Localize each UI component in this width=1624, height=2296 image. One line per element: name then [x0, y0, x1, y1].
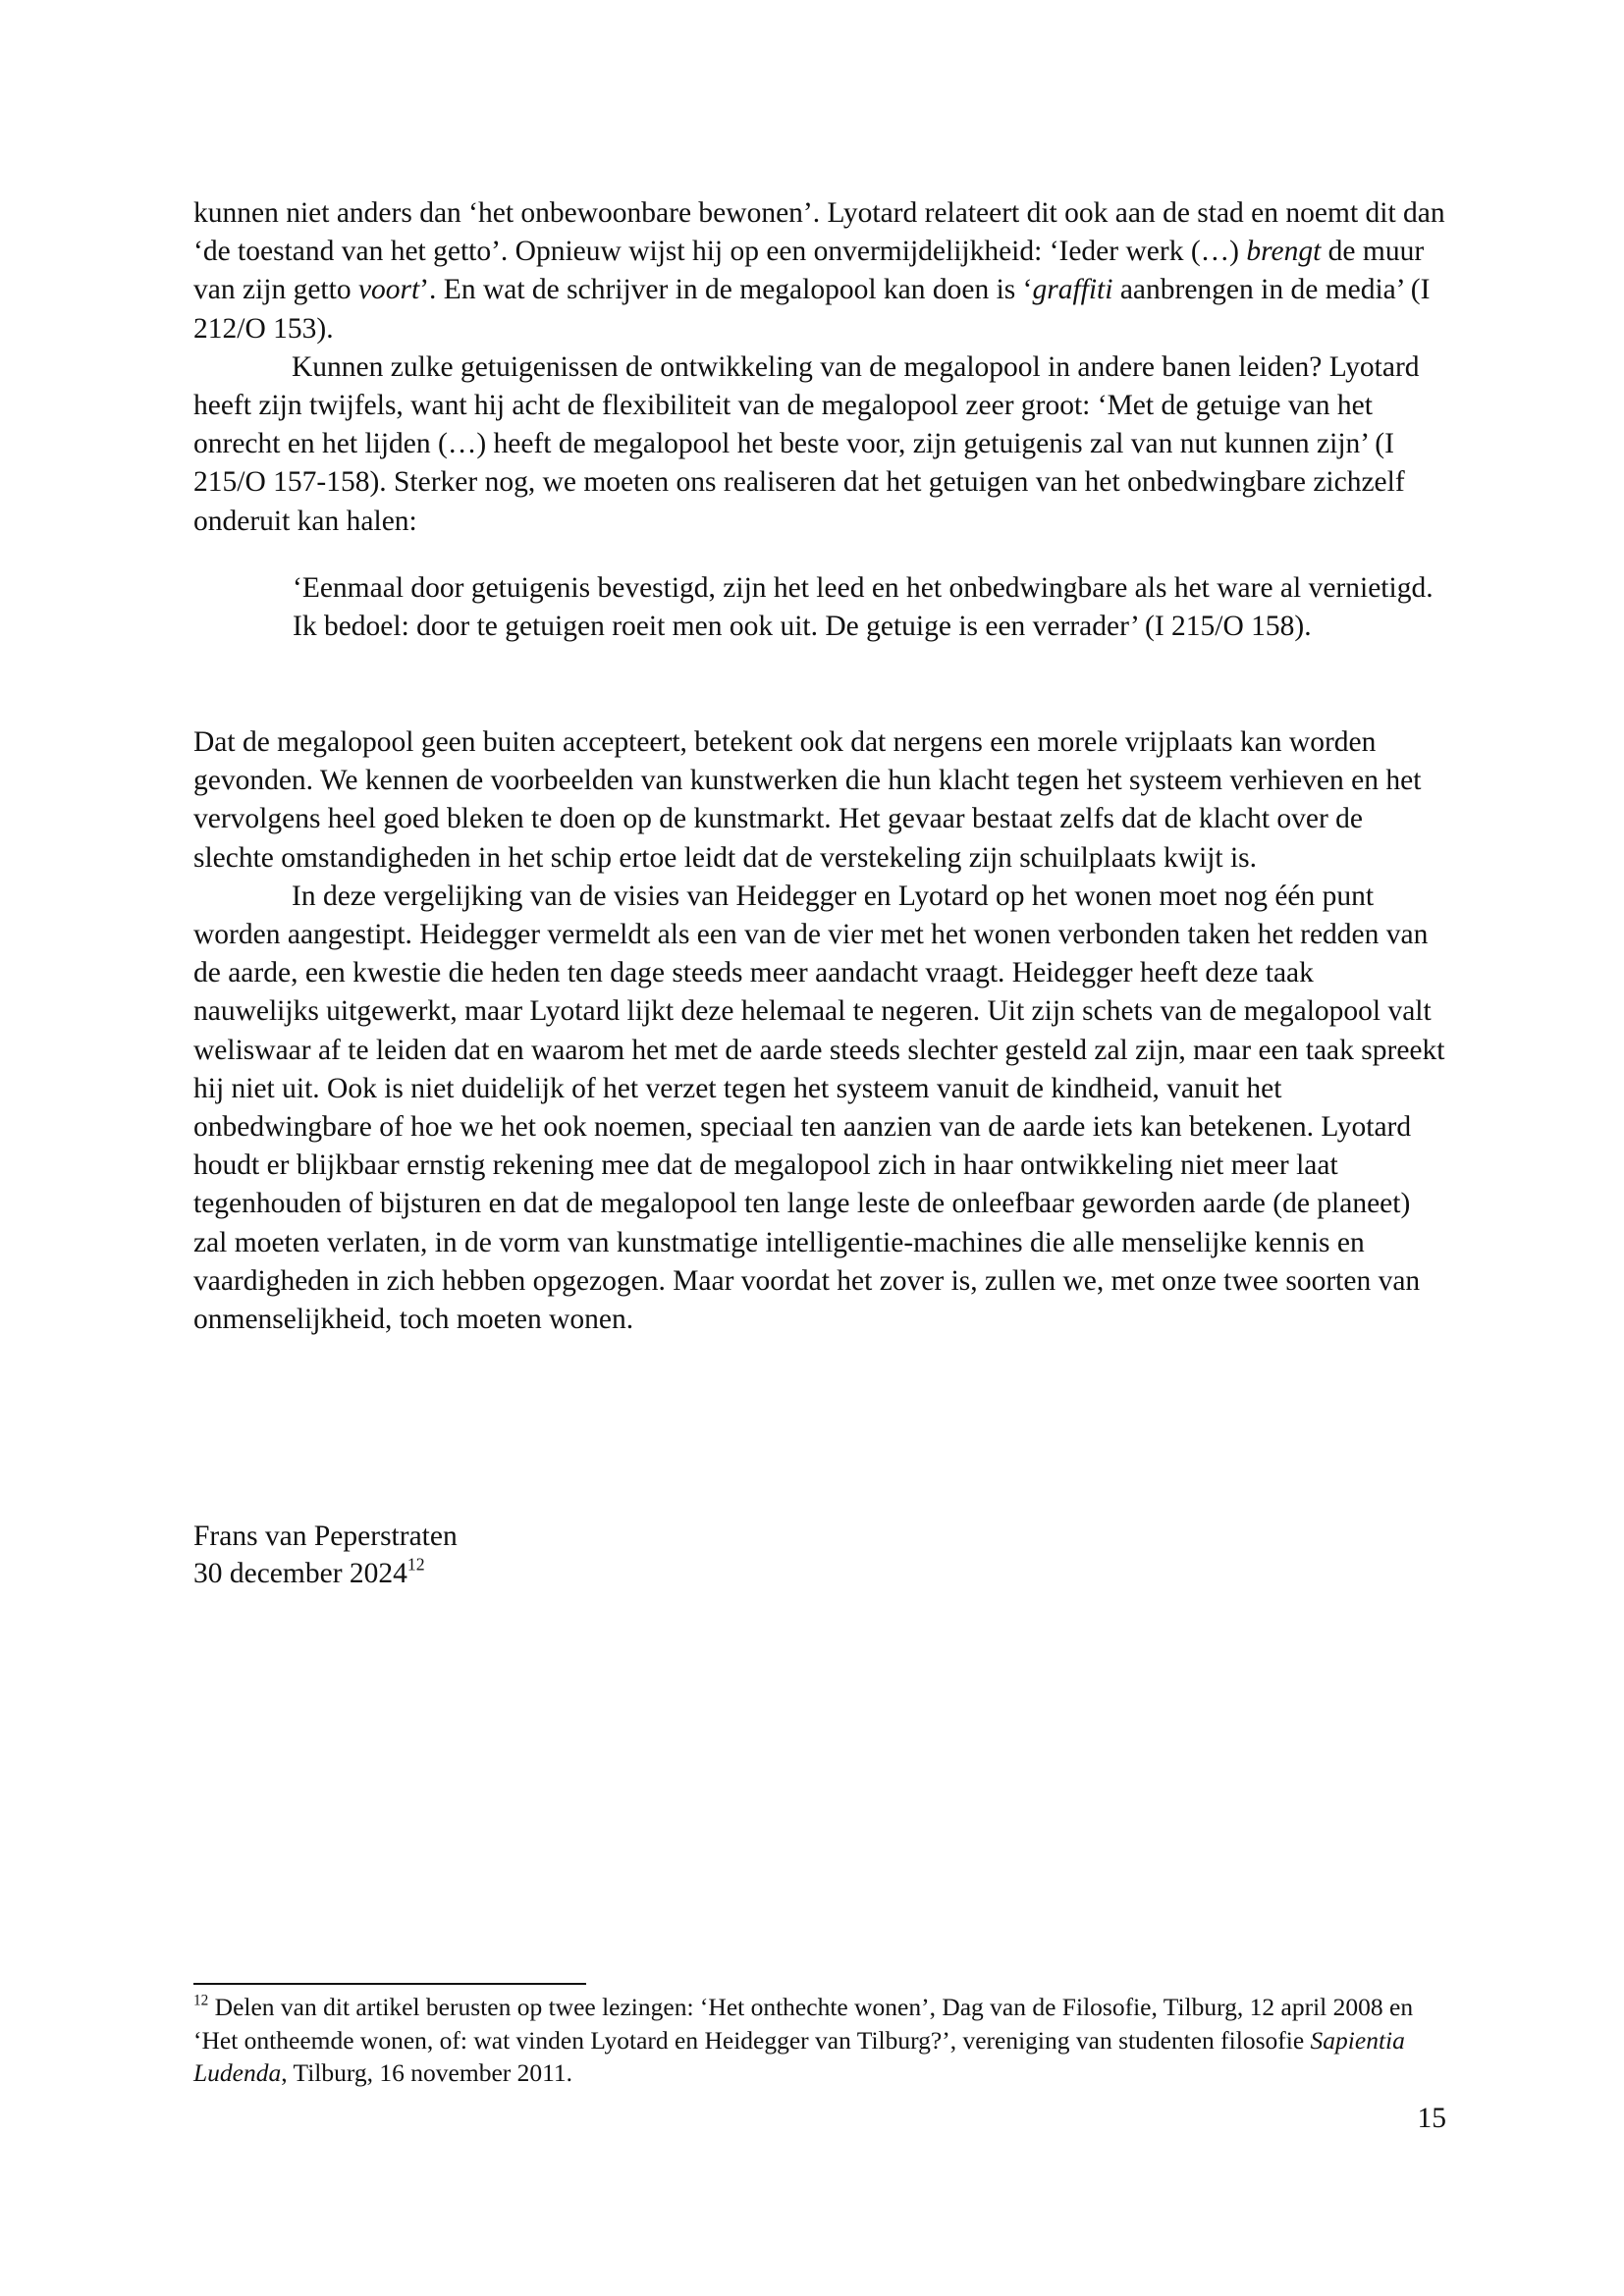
signature-block	[193, 1518, 458, 1592]
paragraph-3: Dat de megalopool geen buiten accepteert, betekent ook dat nergens een morele vrijplaats kan worden gevonden. We kennen de voorbeelden van kunstwerken die hun klacht tegen het systeem verhieven en het vervolgens heel goed bleken te doen op de kunstmarkt. Het gevaar bestaat zelfs dat de klacht over de slechte omstandigheden in het schip ertoe leidt dat de verstekeling zijn schuilplaats kwijt is.	[193, 726, 1422, 874]
footnote-number: 12	[193, 1992, 209, 2009]
paragraph-1	[193, 194, 1446, 348]
block-quote	[293, 569, 1446, 646]
signature-date: 30 december 2024	[193, 1558, 407, 1589]
signature-date-line	[193, 1555, 458, 1592]
footnote-text	[193, 1991, 1446, 2090]
paragraph-1-italic-brengt: brengt	[1246, 236, 1322, 268]
paragraph-1-italic-voort: voort	[357, 274, 420, 306]
paragraph-2-text: Kunnen zulke getuigenissen de ontwikkeling van de megalopool in andere banen leiden? Lyotard heeft zijn twijfels, want hij acht de flexibiliteit van de megalopool zeer groot: ‘Met de getuige van het onrecht en het lijden (…) heeft de megalopool het beste voor, zijn getuigenis zal van nut kunnen zijn’ (I 215/O 157-158). Sterker nog, we moeten ons realiseren dat het getuigen van het onbedwingbare zichzelf onderuit kan halen:	[193, 350, 1420, 537]
paragraph-1-italic-graffiti: graffiti	[1032, 274, 1113, 306]
footnote-italic-title: Sapientia Ludenda	[193, 2025, 1405, 2087]
author-name: Frans van Peperstraten	[193, 1521, 458, 1552]
paragraph-2	[193, 348, 1446, 541]
footnote-text-part-1: Delen van dit artikel berusten op twee lezingen: ‘Het onthechte wonen’, Dag van de Filosofie, Tilburg, 12 april 2008 en ‘Het ontheemde wonen, of: wat vinden Lyotard en Heidegger van Tilburg?’, vereniging van studenten filosofie	[193, 1993, 1414, 2055]
body-text-bottom	[193, 723, 1446, 1339]
paragraph-1-seg-3: de muur van zijn getto	[193, 236, 1425, 306]
footnote-separator	[193, 1983, 586, 1985]
footnote-text-part-2: , Tilburg, 16 november 2011.	[281, 2058, 573, 2087]
paragraph-1-seg-1: kunnen niet anders dan ‘het onbewoonbare bewonen’. Lyotard relateert dit ook aan de stad en noemt dit dan ‘de toestand van het getto’. Opnieuw wijst hij op een onvermijdelijkheid: ‘Ieder werk (…)	[193, 197, 1445, 268]
footnote	[193, 1991, 1446, 2090]
paragraph-1-seg-5: ’. En wat de schrijver in de megalopool kan doen is ‘	[419, 274, 1033, 306]
footnote-reference[interactable]: 12	[406, 1554, 425, 1575]
paragraph-1-seg-7: aanbrengen in de media’ (I 212/O 153).	[193, 274, 1431, 345]
page-number: 15	[1417, 2103, 1446, 2134]
paragraph-4: In deze vergelijking van de visies van Heidegger en Lyotard op het wonen moet nog één punt worden aangestipt. Heidegger vermeldt als een van de vier met het wonen verbonden taken het redden van de aarde, een kwestie die heden ten dage steeds meer aandacht vraagt. Heidegger heeft deze taak nauwelijks uitgewerkt, maar Lyotard lijkt deze helemaal te negeren. Uit zijn schets van de megalopool valt weliswaar af te leiden dat en waarom het met de aarde steeds slechter gesteld zal zijn, maar een taak spreekt hij niet uit. Ook is niet duidelijk of het verzet tegen het systeem vanuit de kindheid, vanuit het onbedwingbare of hoe we het ook noemen, speciaal ten aanzien van de aarde iets kan betekenen. Lyotard houdt er blijkbaar ernstig rekening mee dat de megalopool zich in haar ontwikkeling niet meer laat tegenhouden of bijsturen en dat de megalopool ten lange leste de onleefbaar geworden aarde (de planeet) zal moeten verlaten, in de vorm van kunstmatige intelligentie-machines die alle menselijke kennis en vaardigheden in zich hebben opgezogen. Maar voordat het zover is, zullen we, met onze twee soorten van onmenselijkheid, toch moeten wonen.	[193, 880, 1445, 1336]
block-quote-text: ‘Eenmaal door getuigenis bevestigd, zijn het leed en het onbedwingbare als het ware al vernietigd. Ik bedoel: door te getuigen roeit men ook uit. De getuige is een verrader’ (I 215/O 158).	[293, 572, 1434, 643]
body-text-top	[193, 194, 1446, 541]
